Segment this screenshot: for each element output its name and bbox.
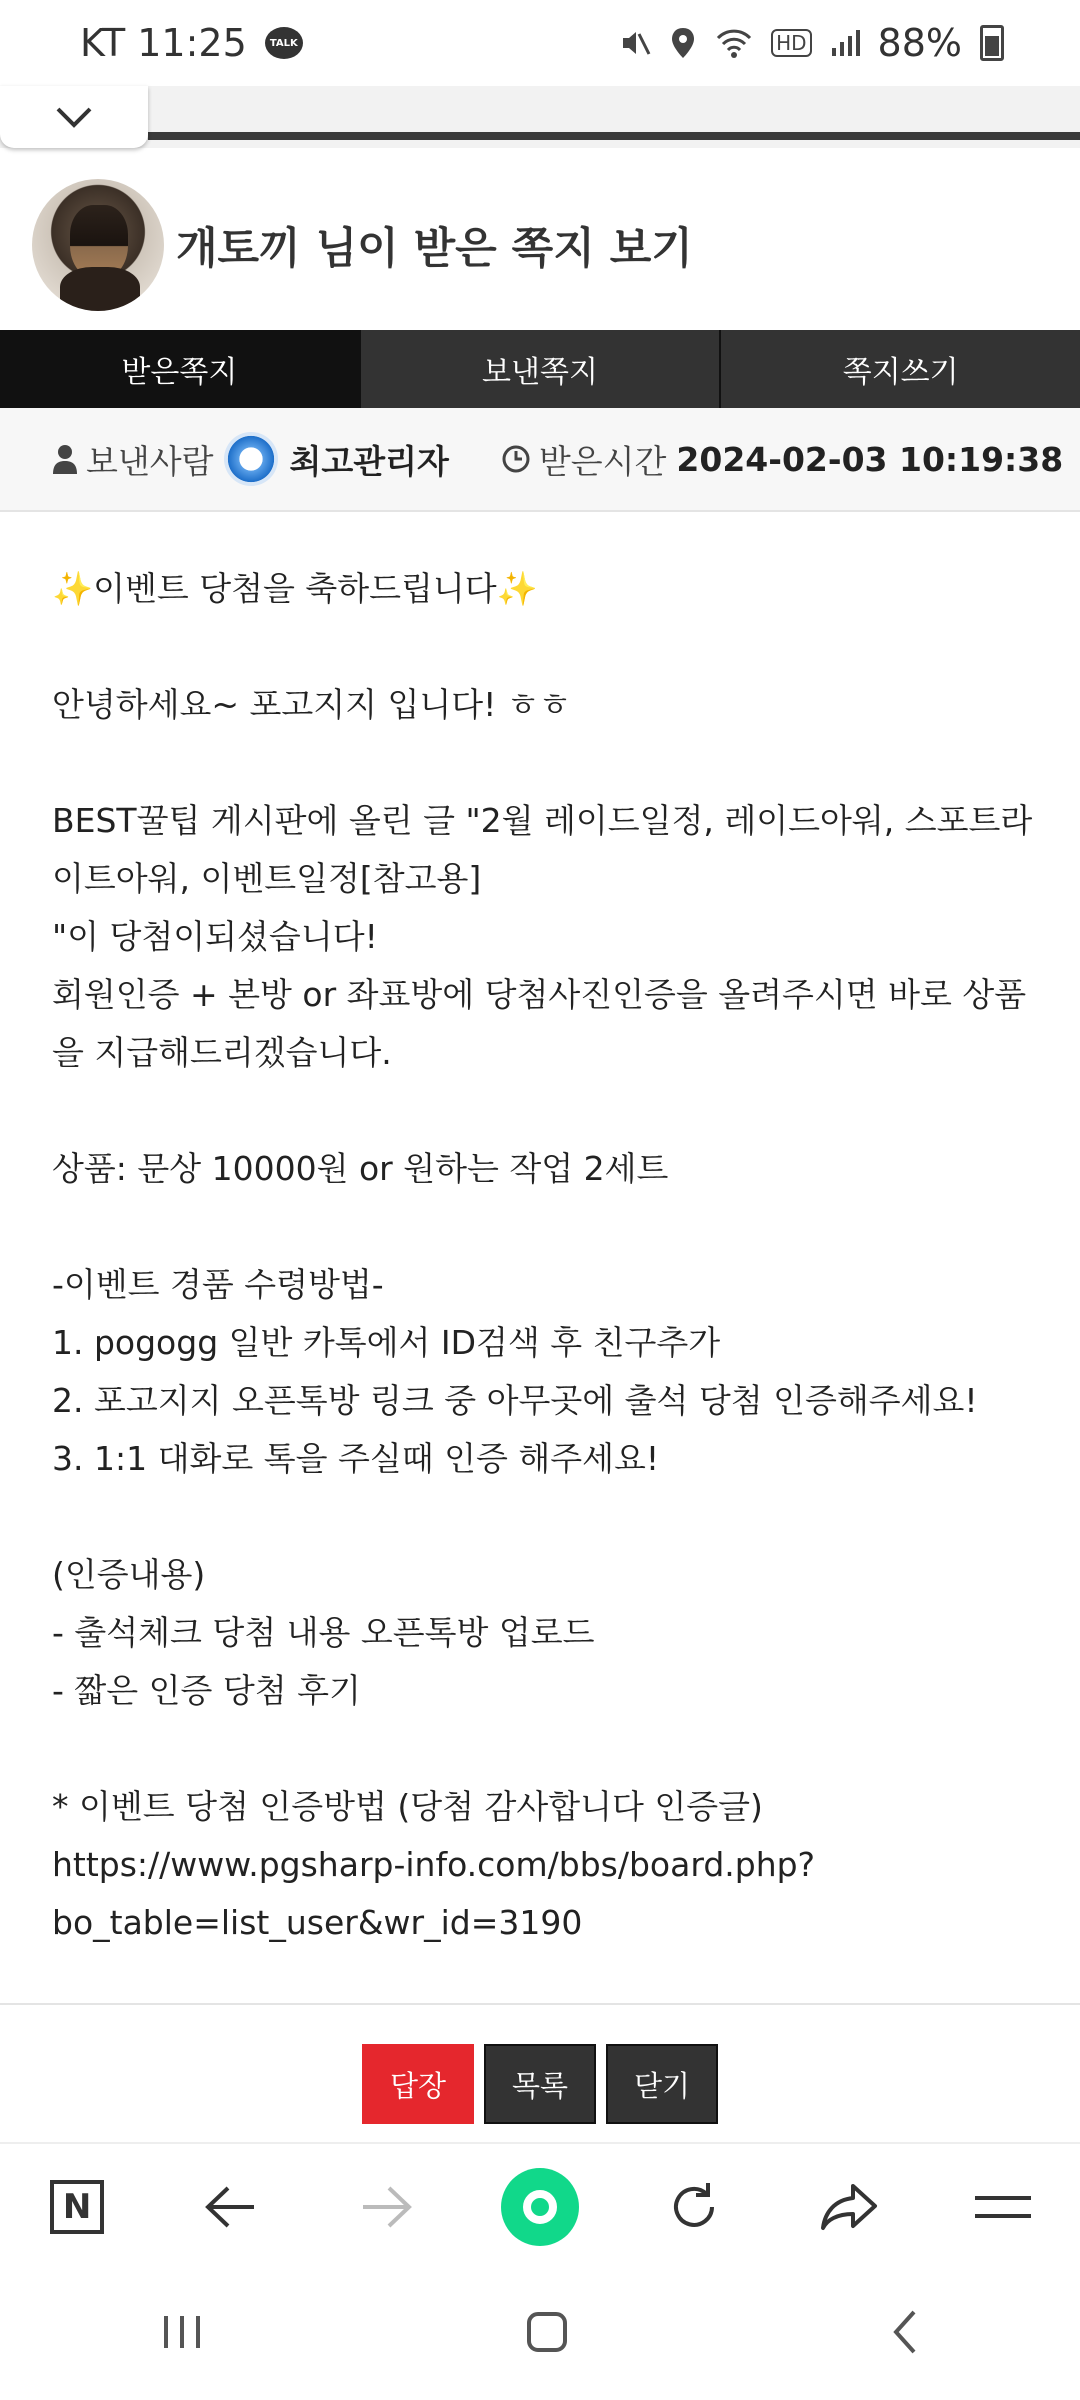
message-line xyxy=(52,1082,1042,1140)
sender-info xyxy=(52,432,449,486)
message-line xyxy=(52,1198,1042,1256)
time-value: 2024-02-03 10:19:38 xyxy=(676,439,1064,479)
share-button[interactable] xyxy=(804,2162,894,2252)
hd-voice-icon: HD xyxy=(771,29,811,57)
message-line: 3. 1:1 대화로 톡을 주실때 인증 해주세요! xyxy=(52,1439,660,1478)
battery-icon xyxy=(980,25,1004,61)
message-line: 이트아워, 이벤트일정[참고용] xyxy=(52,859,482,898)
chevron-left-icon xyxy=(890,2308,920,2356)
message-line: 회원인증 + 본방 or 좌표방에 당첨사진인증을 올려주시면 바로 상품 xyxy=(52,975,1027,1014)
message-line: - 출석체크 당첨 내용 오픈톡방 업로드 xyxy=(52,1613,595,1652)
message-line xyxy=(52,618,1042,676)
green-dot-icon xyxy=(501,2168,579,2246)
status-right xyxy=(617,21,1004,65)
avatar xyxy=(32,179,164,311)
time-label: 받은시간 xyxy=(538,441,667,481)
arrow-right-icon xyxy=(359,2185,413,2229)
tab-received[interactable]: 받은쪽지 xyxy=(0,330,359,408)
memo-actions xyxy=(0,2044,1080,2124)
message-line: 상품: 문상 10000원 or 원하는 작업 2세트 xyxy=(52,1149,669,1188)
message-line: "이 당첨이되셨습니다! xyxy=(52,917,378,956)
top-divider-line xyxy=(148,132,1080,140)
menu-button[interactable] xyxy=(958,2162,1048,2252)
reply-button[interactable]: 답장 xyxy=(362,2044,474,2124)
talk-notification-icon: TALK xyxy=(265,27,303,59)
home-square-icon xyxy=(525,2310,569,2354)
mute-icon xyxy=(617,26,651,60)
message-link-line[interactable]: https://www.pgsharp-info.com/bbs/board.php? xyxy=(52,1845,816,1884)
recent-apps-icon xyxy=(160,2312,204,2352)
clock-icon xyxy=(501,444,531,474)
page-title: 개토끼 님이 받은 쪽지 보기 xyxy=(176,223,693,274)
message-line: * 이벤트 당첨 인증방법 (당첨 감사합니다 인증글) xyxy=(52,1787,763,1826)
message-line: 을 지급해드리겠습니다. xyxy=(52,1033,392,1072)
message-line: BEST꿀팁 게시판에 올린 글 "2월 레이드일정, 레이드아워, 스포트라 xyxy=(52,801,1033,840)
signal-icon xyxy=(830,28,860,58)
message-line xyxy=(52,1720,1042,1778)
refresh-icon xyxy=(666,2179,722,2235)
message-line xyxy=(52,734,1042,792)
naver-n-icon: N xyxy=(50,2180,104,2234)
share-arrow-icon xyxy=(819,2182,879,2232)
message-line: -이벤트 경품 수령방법- xyxy=(52,1265,384,1304)
message-line: - 짧은 인증 당첨 후기 xyxy=(52,1671,361,1710)
memo-info-bar xyxy=(0,408,1080,512)
message-body xyxy=(52,560,1042,1952)
sender-level-badge xyxy=(224,432,278,486)
forward-button[interactable] xyxy=(341,2162,431,2252)
refresh-button[interactable] xyxy=(649,2162,739,2252)
close-button[interactable]: 닫기 xyxy=(606,2044,718,2124)
battery-percent: 88% xyxy=(877,21,962,65)
collapse-button[interactable] xyxy=(0,86,148,148)
android-nav-bar xyxy=(0,2268,1080,2400)
message-link-line[interactable]: bo_table=list_user&wr_id=3190 xyxy=(52,1903,583,1942)
message-line: 2. 포고지지 오픈톡방 링크 중 아무곳에 출석 당첨 인증해주세요! xyxy=(52,1381,978,1420)
back-button[interactable] xyxy=(186,2162,276,2252)
wifi-icon xyxy=(715,26,753,60)
hamburger-icon xyxy=(973,2192,1033,2222)
browser-toolbar xyxy=(0,2142,1080,2270)
green-dot-button[interactable] xyxy=(495,2162,585,2252)
carrier-time: KT 11:25 xyxy=(80,21,247,65)
home-button[interactable] xyxy=(525,2310,569,2358)
message-line: ✨이벤트 당첨을 축하드립니다✨ xyxy=(52,569,538,608)
memo-tabs xyxy=(0,330,1080,408)
status-left xyxy=(80,21,303,65)
chevron-down-icon xyxy=(54,105,94,129)
naver-home-button[interactable] xyxy=(32,2162,122,2252)
location-icon xyxy=(669,26,697,60)
message-line: (인증내용) xyxy=(52,1555,206,1594)
received-time-info xyxy=(501,436,1063,483)
list-button[interactable]: 목록 xyxy=(484,2044,596,2124)
arrow-left-icon xyxy=(204,2185,258,2229)
tab-write[interactable]: 쪽지쓰기 xyxy=(719,330,1080,408)
recent-apps-button[interactable] xyxy=(160,2312,204,2356)
user-icon xyxy=(52,444,78,474)
content-divider xyxy=(0,2003,1080,2005)
status-bar xyxy=(0,0,1080,86)
sender-label: 보낸사람 xyxy=(86,441,214,481)
tab-sent[interactable]: 보낸쪽지 xyxy=(359,330,720,408)
avatar-dog-body xyxy=(60,267,140,311)
title-row xyxy=(0,160,1080,330)
system-back-button[interactable] xyxy=(890,2308,920,2360)
message-line xyxy=(52,1488,1042,1546)
sender-name[interactable]: 최고관리자 xyxy=(289,441,449,481)
message-line: 안녕하세요~ 포고지지 입니다! ㅎㅎ xyxy=(52,685,571,724)
message-line: 1. pogogg 일반 카톡에서 ID검색 후 친구추가 xyxy=(52,1323,721,1362)
